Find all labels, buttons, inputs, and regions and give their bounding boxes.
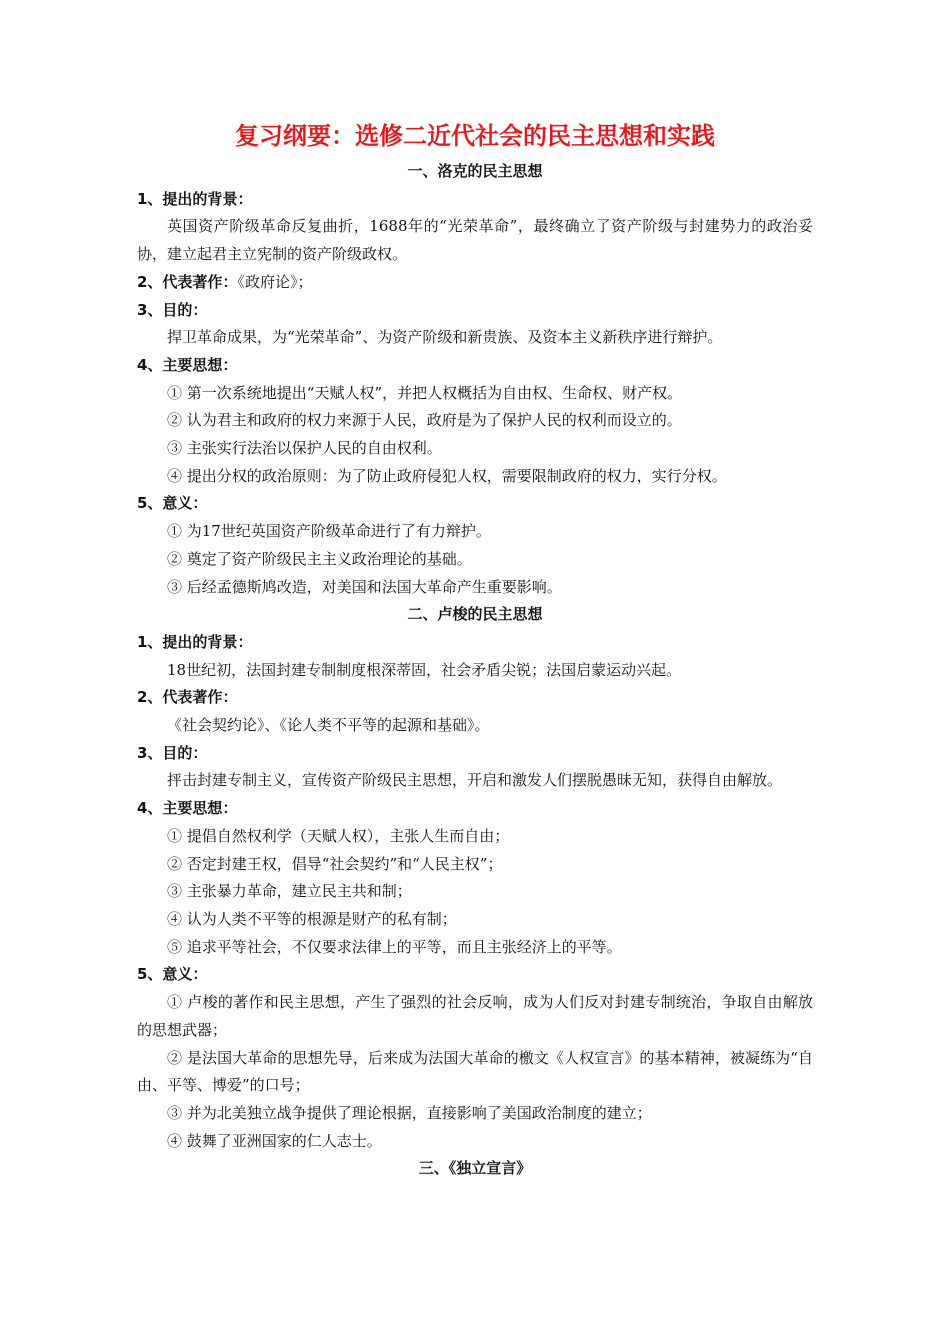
section-heading: 三、《独立宣言》 [418, 1159, 532, 1178]
section-locke [137, 158, 813, 601]
document-page [137, 118, 813, 1183]
purpose-text: 抨击封建专制主义，宣传资产阶级民主思想，开启和激发人们摆脱愚昧无知，获得自由解放。 [167, 771, 783, 790]
works-text: 《政府论》； [237, 272, 313, 291]
idea-item: ② 否定封建王权，倡导“社会契约”和“人民主权”； [167, 854, 503, 873]
works-heading [137, 269, 813, 297]
idea-item: ② 认为君主和政府的权力来源于人民，政府是为了保护人民的权利而设立的。 [167, 411, 682, 430]
background-text: 英国资产阶级革命反复曲折，1688年的“光荣革命”，最终确立了资产阶级与封建势力的政治妥协，建立起君主立宪制的资产阶级政权。 [137, 217, 813, 264]
purpose-text: 捍卫革命成果，为“光荣革命”、为资产阶级和新贵族、及资本主义新秩序进行辩护。 [167, 328, 723, 347]
idea-item: ① 第一次系统地提出“天赋人权”，并把人权概括为自由权、生命权、财产权。 [167, 383, 683, 402]
significance-item: ④ 鼓舞了亚洲国家的仁人志士。 [167, 1131, 382, 1150]
significance-item: ③ 并为北美独立战争提供了理论根据，直接影响了美国政治制度的建立； [167, 1103, 652, 1122]
idea-item: ⑤ 追求平等社会，不仅要求法律上的平等，而且主张经济上的平等。 [167, 937, 622, 956]
idea-item: ① 提倡自然权利学（天赋人权），主张人生而自由； [167, 826, 510, 845]
section-rousseau [137, 601, 813, 1155]
ideas-heading: 4、主要思想： [137, 799, 238, 818]
idea-item: ④ 提出分权的政治原则：为了防止政府侵犯人权，需要限制政府的权力，实行分权。 [167, 466, 727, 485]
background-heading: 1、提出的背景： [137, 189, 253, 208]
works-label: 2、代表著作： [137, 272, 238, 291]
background-text: 18世纪初，法国封建专制制度根深蒂固，社会矛盾尖锐；法国启蒙运动兴起。 [167, 660, 682, 679]
significance-item: ① 为17世纪英国资产阶级革命进行了有力辩护。 [167, 522, 491, 541]
document-title: 复习纲要：选修二近代社会的民主思想和实践 [235, 122, 715, 150]
background-heading: 1、提出的背景： [137, 632, 253, 651]
section-heading: 一、洛克的民主思想 [407, 162, 543, 180]
significance-item: ② 奠定了资产阶级民主主义政治理论的基础。 [167, 549, 472, 568]
idea-item: ③ 主张暴力革命，建立民主共和制； [167, 882, 412, 901]
significance-item: ③ 后经孟德斯鸠改造，对美国和法国大革命产生重要影响。 [167, 577, 562, 596]
purpose-heading: 3、目的： [137, 300, 208, 319]
idea-item: ④ 认为人类不平等的根源是财产的私有制； [167, 909, 457, 928]
idea-item: ③ 主张实行法治以保护人民的自由权利。 [167, 439, 442, 458]
section-heading: 二、卢梭的民主思想 [407, 605, 543, 624]
works-heading: 2、代表著作： [137, 688, 238, 707]
purpose-heading: 3、目的： [137, 743, 208, 762]
ideas-heading: 4、主要思想： [137, 355, 238, 374]
significance-item: ② 是法国大革命的思想先导，后来成为法国大革命的檄文《人权宣言》的基本精神，被凝练为“自由、平等、博爱”的口号； [137, 1048, 813, 1095]
significance-heading: 5、意义： [137, 965, 208, 984]
significance-item: ① 卢梭的著作和民主思想，产生了强烈的社会反响，成为人们反对封建专制统治，争取自由解放的思想武器； [137, 993, 813, 1039]
section-declaration [137, 1155, 813, 1183]
significance-heading: 5、意义： [137, 494, 208, 513]
works-text: 《社会契约论》、《论人类不平等的起源和基础》。 [167, 716, 490, 735]
